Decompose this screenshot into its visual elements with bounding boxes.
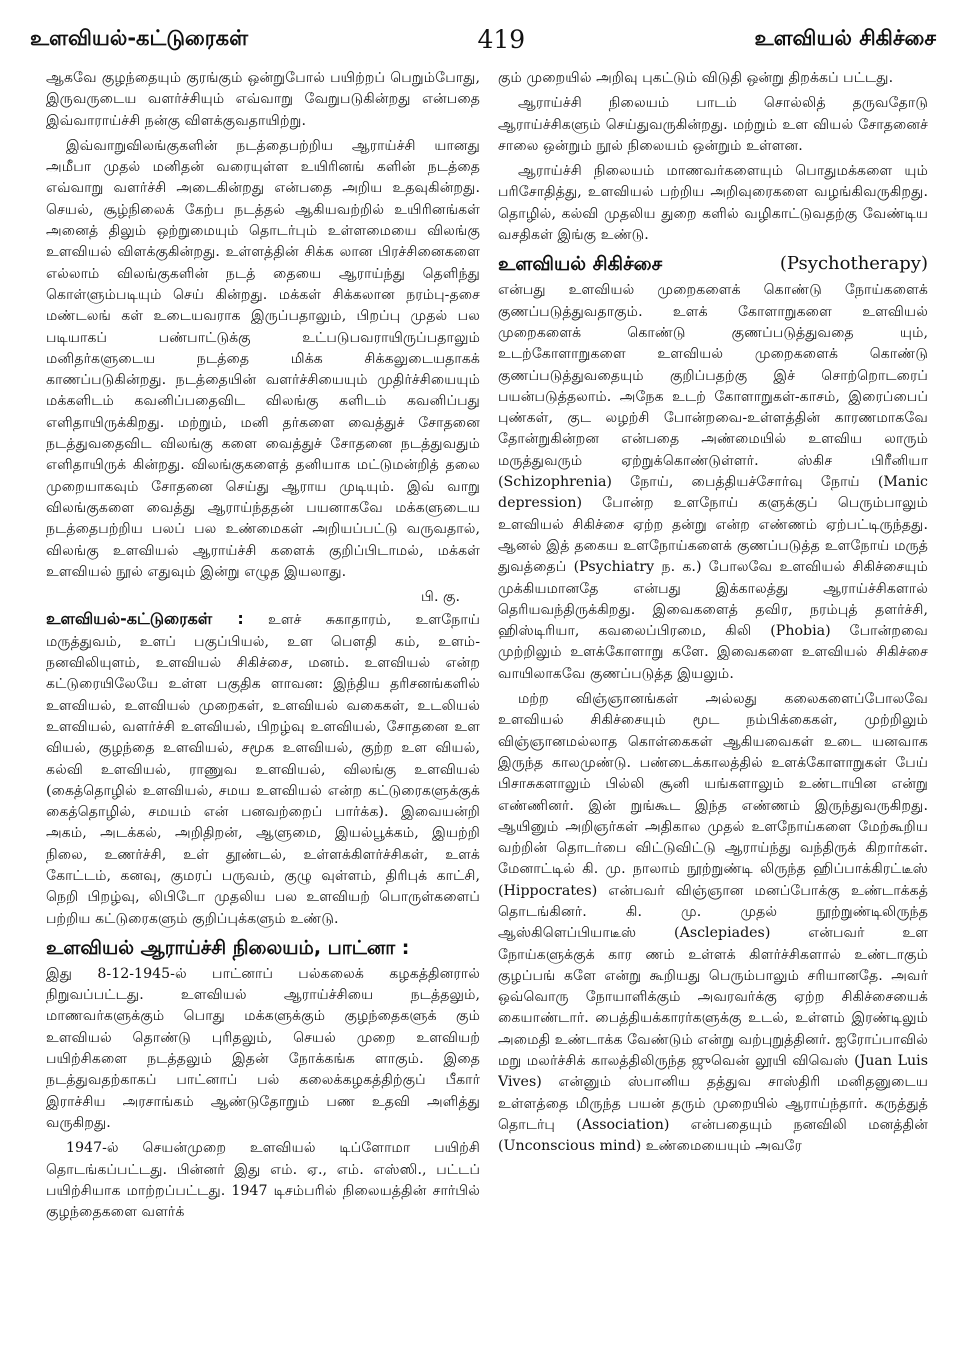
paragraph: மற்ற விஞ்ஞானங்கள் அல்லது கலைகளைப்போலவே உளவியல் சிகிச்சையும் மூட நம்பிக்கைகள், முற்றிலும் விஞ்ஞானமல்லாத கொள்கைகள் ஆகியவைகள் உடை யனவாக இருந்த காலமுண்டு. பண்டைக்காலத்தில் உளக்கோளாறுகள் பேய் பிசாசுகளாலும் பில்லி சூனி யங்களாலும் உண்டாயின என்று எண்ணினர். இன் றுங்கூட இந்த எண்ணம் இருந்துவருகிறது. ஆயினும் அறிஞர்கள் அதிகால முதல் உளநோய்களை மேற்கூறிய வற்றின் தொடர்பை விட்டுவிட்டு ஆராய்ந்து வந்திருக் கிறார்கள். மேனாட்டில் கி. மு. நாலாம் நூற்றுண்டி லிருந்த ஹிப்பாக்கிரட்டீஸ் (Hippocrates) என்பவர் விஞ்ஞான மனப்போக்கு உண்டாக்கத் தொடங்கினர். கி. மு. முதல் நூற்றுண்டிலிருந்த ஆஸ்கிளெப்பியாடீஸ் (Asclepiades) என்பவர் உள நோய்களுக்குக் கார ணம் உள்ளக் கிளர்ச்சிகளால் உண்டாகும் குழப்பங் களே என்று கூறியது பெரும்பாலும் சரியானதே. அவர் ஒவ்வொரு நோயாளிக்கும் அவரவர்க்கு ஏற்ற சிகிச்சையைக் கையாண்டார். பைத்தியக்காரர்களுக்கு உடல், உள்ளம் இரண்டிலும் அமைதி உண்டாக்க வேண்டும் என்று வற்புறுத்தினர். ஐரோப்பாவில் மறு மலர்ச்சிக் காலத்திலிருந்த ஜுவென் லூயி விவெஸ் (Juan Luis Vives) என்னும் ஸ்பானிய தத்துவ சாஸ்திரி மனிதனுடைய உள்ளத்தை மிருந்த பயன் தரும் முறையில் ஆராய்ந்தார். கருத்துத் தொடர்பு (Association) என்பதையும் நனவிலி மனத்தின் (Unconscious mind) உண்மையையும் அவரே — [498, 691, 928, 1155]
entry-text: உளச் சுகாதாரம், உளநோய் மருத்துவம், உளப் பகுப்பியல், உள பௌதி கம், உளம்-நனவிலியுளம், உளவியல் சிகிச்சை, மனம். உளவியல் என்ற கட்டுரையிலேயே உள்ள பகுதிக ளாவன: இந்திய தரிசனங்களில் உளவியல், உளவியல் முறைகள், உளவியல் வகைகள், உடலியல் உளவியல், வளர்ச்சி உளவியல், பிறழ்வு உளவியல், சோதனை உள வியல், குழந்தை உளவியல், சமூக உளவியல், குற்ற உள வியல், கல்வி உளவியல், ராணுவ உளவியல், விலங்கு உளவியல் (கைத்தொழில் உளவியல், சமய உளவியல் என்ற கட்டுரைகளுக்குக் கைத்தொழில், சமயம் என் பனவற்றைப் பார்க்க). இவையன்றி அகம், அடக்கல், அறிதிறன், ஆளுமை, இயல்பூக்கம், இயற்றி நிலை, உணர்ச்சி, உள் தூண்டல், உள்ளக்கிளர்ச்சிகள், உளக் கோட்டம், கனவு, குமரப் பருவம், குழு வுள்ளம், திரிபுக் காட்சி, நெறி பிறழ்வு, லிபிடோ முதலிய பல உளவியற் பொருள்களைப் பற்றிய கட்டுரைகளும் குறிப்புக்களும் உண்டு. — [46, 612, 480, 927]
paragraph: என்பது உளவியல் முறைகளைக் கொண்டு நோய்களைக் குணப்படுத்துவதாகும். உளக் கோளாறுகளை உளவியல் முறைகளைக் கொண்டு குணப்படுத்துவதை யும், உடற்கோளாறுகளை உளவியல் முறைகளைக் கொண்டு குணப்படுத்துவதையும் குறிப்பதற்கு இச் சொற்றொடரைப் பயன்படுத்தலாம். அநேக உடற் கோளாறுகள்-காசம், இரைப்பைப் புண்கள், குட லழற்சி போன்றவை-உள்ளத்தின் காரணமாகவே தோன்றுகின்றன என்பதை அண்மையில் உளவிய லாரும் மருத்துவரும் ஏற்றுக்கொண்டுள்ளர். ஸ்கிச பிரீனியா (Schizophrenia) நோய், பைத்தியச்சோர்வு நோய் (Manic depression) போன்ற உளநோய் களுக்குப் பெரும்பாலும் உளவியல் சிகிச்சை ஏற்ற தன்று என்ற எண்ணம் ஏற்பட்டிருந்தது. ஆனல் இத் தகைய உளநோய்களைக் குணப்படுத்த உளநோய் மருத் துவத்தைப் (Psychiatry ந. க.) போலவே உளவியல் சிகிச்சையும் முக்கியமானதே என்பது இக்காலத்து ஆராய்ச்சிகளால் தெரியவந்திருக்கிறது. இவைகளைத் தவிர, நரம்புத் தளர்ச்சி, ஹிஸ்டிரியா, கவலைப்பிரமை, கிலி (Phobia) போன்றவை முற்றிலும் உளக்கோளாறு களே. இவைகளை உளவியல் சிகிச்சை வாயிலாகவே குணப்படுத்த இயலும். — [498, 282, 928, 682]
page-number: 419 — [477, 24, 526, 54]
paragraph: ஆராய்ச்சி நிலையம் மாணவர்களையும் பொதுமக்களை யும் பரிசோதித்து, உளவியல் பற்றிய அறிவுரைகளை வழங்கிவருகிறது. தொழில், கல்வி முதலிய துறை களில் வழிகாட்டுவதற்கு வேண்டிய வசதிகள் இங்கு உண்டு. — [498, 163, 928, 244]
paragraph: இது 8-12-1945-ல் பாட்னாப் பல்கலைக் கழகத்தினரால் நிறுவப்பட்டது. உளவியல் ஆராய்ச்சியை நடத்தலும், மாணவர்களுக்கும் பொது மக்களுக்கும் குழந்தைகளுக் கும் உளவியல் தொண்டு புரிதலும், செயல் முறை உளவியற் பயிற்சிகளை நடத்தலும் இதன் நோக்கங்க ளாகும். இதை நடத்துவதற்காகப் பாட்னாப் பல் கலைக்கழகத்திற்குப் பீகார் இராச்சிய அரசாங்கம் ஆண்டுதோறும் பண உதவி அளித்து வருகிறது. — [46, 965, 480, 1131]
paragraph: ஆராய்ச்சி நிலையம் பாடம் சொல்லித் தருவதோடு ஆராய்ச்சிகளும் செய்துவருகின்றது. மற்றும் உள வியல் சோதனைச் சாலை ஒன்றும் நூல் நிலையம் ஒன்றும் உள்ளன. — [498, 95, 928, 154]
entry-heading: உளவியல்-கட்டுரைகள் : — [46, 609, 244, 629]
running-title-left: உளவியல்-கட்டுரைகள் — [30, 25, 249, 50]
right-column — [498, 68, 928, 1350]
paragraph: 1947-ல் செயன்முறை உளவியல் டிப்ளோமா பயிற்சி தொடங்கப்பட்டது. பின்னர் இது எம். ஏ., எம். எஸ்ஸி., பட்டப் பயிற்சியாக மாற்றப்பட்டது. 1947 டிசம்பரில் நிலையத்தின் சார்பில் குழந்தைகளை வளர்க் — [46, 1140, 480, 1221]
page-header — [30, 22, 936, 56]
paragraph: கும் முறையில் அறிவு புகட்டும் விடுதி ஒன்று திறக்கப் பட்டது. — [498, 70, 894, 86]
paragraph: ஆகவே குழந்தையும் குரங்கும் ஒன்றுபோல் பயிற்றப் பெறும்போது, இருவருடைய வளர்ச்சியும் எவ்வாறு வேறுபடுகின்றது என்பதை இவ்வாராய்ச்சி நன்கு விளக்குவதாயிற்று. — [46, 70, 480, 129]
left-column — [46, 68, 480, 1350]
paragraph: இவ்வாறுவிலங்குகளின் நடத்தைபற்றிய ஆராய்ச்சி யானது அமீபா முதல் மனிதன் வரையுள்ள உயிரினங் களின் நடத்தை எவ்வாறு வளர்ச்சி அடைகின்றது என்பதை அறிய உதவுகின்றது. செயல், சூழ்நிலைக் கேற்ப நடத்தல் ஆகியவற்றில் உயிரினங்கள் அனைத் திலும் ஒற்றுமையும் தொடர்பும் உள்ளமையை விலங்கு உளவியல் விளக்குகின்றது. உள்ளத்தின் சிக்க லான பிரச்சினைகளை எல்லாம் விலங்குகளின் நடத் தையை ஆராய்ந்து தெளிந்து கொள்ளும்படியும் செய் கின்றது. மக்கள் சிக்கலான நரம்பு-தசை மண்டலங் கள் உடையவராக இருப்பதாலும், பிறப்பு முதல் பல படியாகப் பண்பாட்டுக்கு உட்படுபவராயிருப்பதாலும் மனிதர்களுடைய நடத்தை மிக்க சிக்கலுடையதாகக் காணப்படுகின்றது. நடத்தையின் வளர்ச்சியையும் முதிர்ச்சியையும் மக்களிடம் கவனிப்பதைவிட விலங்கு களிடம் கவனிப்பது எளிதாயிருக்கிறது. மற்றும், மனி தர்களை வைத்துச் சோதனை நடத்துவதைவிட விலங்கு களை வைத்துச் சோதனை நடத்துவதும் எளிதாயிருக் கின்றது. விலங்குகளைத் தனியாக மட்டுமன்றித் தலை முறையாகவும் சோதனை செய்து ஆராய முடியும். இவ் வாறு விலங்குகளை வைத்து ஆராய்ந்ததன் பயனாகவே மக்களுடைய நடத்தைபற்றிய பலப் பல உண்மைகள் அறியப்பட்டு வருவதால், விலங்கு உளவியல் ஆராய்ச்சி களைக் குறிப்பிடாமல், மக்கள் உளவியல் நூல் எதுவும் இன்று எழுத இயலாது. — [46, 137, 480, 580]
section-heading — [498, 250, 928, 278]
section-heading-english: (Psychotherapy) — [779, 253, 928, 275]
author-initials: பி. கு. — [421, 589, 460, 606]
section-heading-tamil: உளவியல் சிகிச்சை — [498, 253, 663, 276]
running-title-right: உளவியல் சிகிச்சை — [754, 25, 936, 50]
entry-paragraph — [46, 608, 480, 929]
section-heading: உளவியல் ஆராய்ச்சி நிலையம், பாட்னா : — [46, 936, 410, 959]
